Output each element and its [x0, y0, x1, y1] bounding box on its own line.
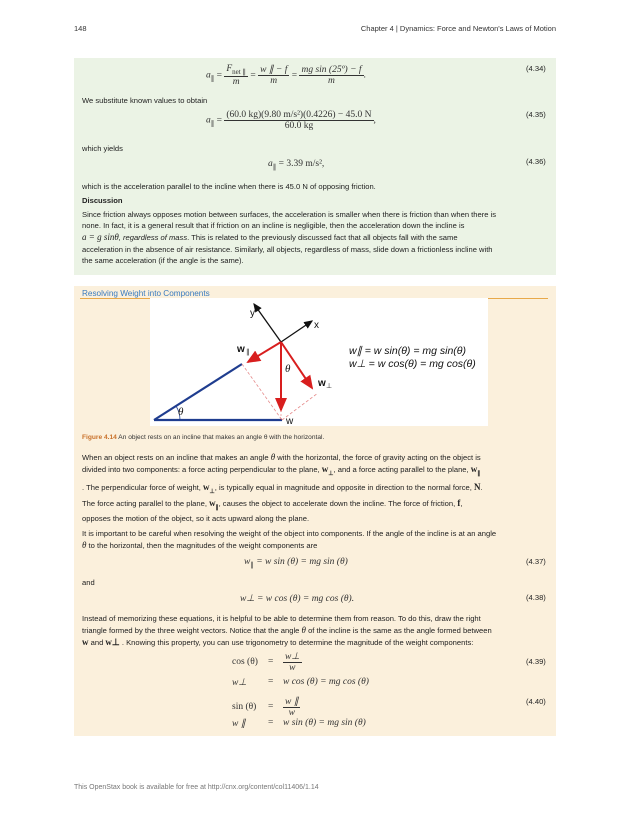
paragraph-line: triangle formed by the three weight vectors. Notice that the angle θ of the incline is the same as the angle formed between	[82, 625, 492, 635]
chapter-title: Chapter 4 | Dynamics: Force and Newton's Laws of Motion	[360, 24, 556, 33]
discussion-line: the same acceleration (if the angle is the same).	[82, 256, 244, 265]
equation-number: (4.38)	[526, 593, 546, 602]
figure-equation-line-2: w⊥ = w cos(θ) = mg cos(θ)	[349, 358, 476, 370]
yields-text: which yields	[82, 144, 123, 153]
equals-sign: =	[268, 677, 274, 687]
discussion-line: acceleration in the absence of air resistance. Similarly, all objects, regardless of mass, slide down a frictionless incline with	[82, 245, 493, 254]
x-axis-label: x	[314, 320, 319, 331]
equals-sign: =	[268, 702, 274, 712]
equation-4-40-line2-rhs: w sin (θ) = mg sin (θ)	[283, 718, 366, 728]
theta-bottom-label: θ	[178, 406, 184, 418]
paragraph-line: divided into two components: a force acting perpendicular to the plane, $w_\perp$, and a force acting parallel to the plane, $w_\parallel$	[82, 464, 481, 477]
discussion-line: a = g sinθ, regardless of mass. This is related to the previously discussed fact that all objects fall with the same	[82, 232, 458, 242]
paragraph-line: θ to the horizontal, then the magnitudes of the weight components are	[82, 540, 318, 550]
w-perpendicular-subscript: ⊥	[326, 383, 333, 390]
w-perpendicular-label: w	[318, 378, 326, 389]
substitute-text: We substitute known values to obtain	[82, 96, 208, 105]
acceleration-text: which is the acceleration parallel to the incline when there is 45.0 N of opposing friction.	[82, 182, 376, 191]
y-axis-label: y	[250, 308, 255, 319]
equation-4-38: w⊥ = w cos (θ) = mg cos (θ).	[240, 594, 355, 604]
equation-number: (4.37)	[526, 557, 546, 566]
section-title: Resolving Weight into Components	[82, 289, 210, 298]
figure-caption: Figure 4.14 An object rests on an incline that makes an angle θ with the horizontal.	[82, 434, 325, 441]
equation-4-40-fraction: $\frac{w \parallel}{w}$	[285, 697, 299, 718]
equation-4-39-line2-rhs: w cos (θ) = mg cos (θ)	[283, 677, 369, 687]
equation-4-39-lhs: cos (θ)	[232, 657, 258, 667]
page-number: 148	[74, 24, 87, 33]
equation-4-37: $w_\parallel = w$ sin (θ) = mg sin (θ)	[244, 557, 348, 569]
paragraph-line: The force acting parallel to the plane, $w_\parallel$, causes the object to accelerate down the incline. The force of friction, f,	[82, 498, 463, 511]
paragraph-line: w and w⊥ . Knowing this property, you can use trigonometry to determine the magnitude of the weight components:	[82, 637, 474, 647]
equation-number: (4.36)	[526, 157, 546, 166]
w-parallel-label: w	[237, 344, 245, 355]
discussion-line: none. In fact, it is a general result that if friction on an incline is negligible, then the acceleration down the incline is	[82, 221, 465, 230]
equation-4-39-line2-lhs: w⊥	[232, 678, 247, 688]
paragraph-line: Instead of memorizing these equations, it is helpful to be able to determine them from reason. To do this, draw the right	[82, 614, 481, 623]
equation-4-34: $a_\parallel$ = $\frac{F_{net \parallel}}{m}$ = $\frac{w \parallel - f}{m}$ = $\frac{\text{mg sin (25º) − f}}{m}$ .	[206, 64, 366, 87]
equation-4-36: $a_\parallel = 3.39$ m/s²,	[268, 159, 325, 171]
equation-4-39-fraction: $\frac{w\perp}{w}$	[285, 652, 300, 673]
discussion-heading: Discussion	[82, 196, 123, 205]
equation-4-40-line2-lhs: w ∥	[232, 719, 246, 729]
and-text: and	[82, 578, 95, 587]
equation-4-35: $a_\parallel$ = $\frac{\text{(60.0 kg)(9.80 m/s²)(0.4226) − 45.0 N}}{60.0 kg}$ ,	[206, 110, 376, 131]
equation-number: (4.39)	[526, 657, 546, 666]
paragraph-line: . The perpendicular force of weight, $w_\perp$, is typically equal in magnitude and opposite in direction to the normal force, N.	[82, 482, 483, 495]
equation-4-40-lhs: sin (θ)	[232, 702, 257, 712]
equation-number: (4.34)	[526, 64, 546, 73]
footer-text: This OpenStax book is available for free at http://cnx.org/content/col11406/1.14	[74, 784, 319, 791]
paragraph-line: opposes the motion of the object, so it acts upward along the plane.	[82, 514, 310, 523]
equation-number: (4.40)	[526, 697, 546, 706]
equals-sign: =	[268, 657, 274, 667]
discussion-line: Since friction always opposes motion between surfaces, the acceleration is smaller when there is friction than when there is	[82, 210, 497, 219]
figure-equation-line-1: w∥ = w sin(θ) = mg sin(θ)	[349, 345, 466, 357]
theta-top-label: θ	[285, 363, 291, 375]
equation-number: (4.35)	[526, 110, 546, 119]
paragraph-line: When an object rests on an incline that makes an angle θ with the horizontal, the force of gravity acting on the object is	[82, 452, 481, 462]
w-label: w	[286, 416, 294, 426]
equals-sign: =	[268, 718, 274, 728]
w-parallel-subscript: ∥	[246, 349, 250, 356]
paragraph-line: It is important to be careful when resolving the weight of the object into components. If the angle of the incline is at an angle	[82, 529, 497, 538]
incline-figure	[150, 298, 488, 426]
